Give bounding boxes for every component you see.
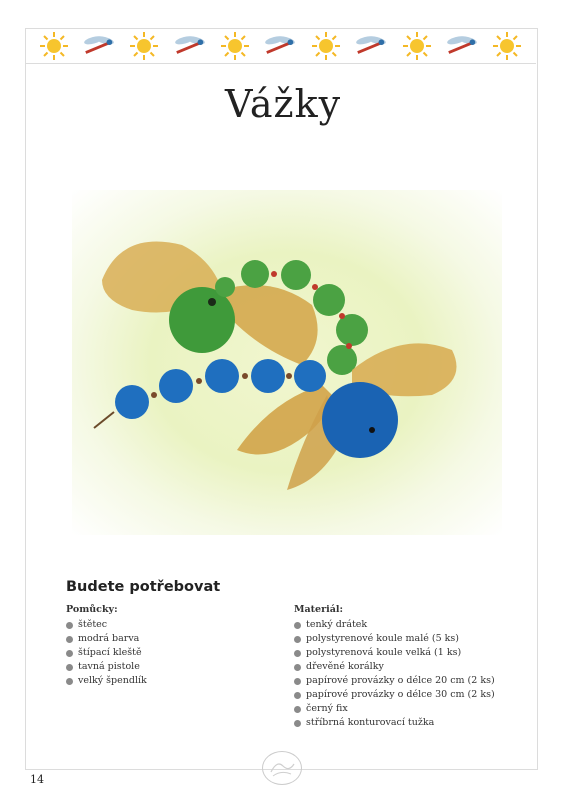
material-label: polystyrenová koule velká (1 ks) — [306, 647, 462, 658]
material-label: polystyrenové koule malé (5 ks) — [306, 633, 460, 644]
tool-label: tavná pistole — [78, 661, 140, 672]
tool-label: štípací kleště — [78, 647, 142, 658]
dragonfly-icon — [263, 31, 297, 61]
tool-label: velký špendlík — [78, 675, 147, 686]
bullet-icon — [66, 678, 73, 685]
bullet-icon — [294, 692, 301, 699]
list-item — [294, 716, 495, 730]
sun-icon — [309, 31, 343, 61]
dragonfly-icon — [445, 31, 479, 61]
material-label: černý fix — [306, 703, 348, 714]
dragonflies-photo — [72, 190, 502, 535]
bullet-icon — [66, 622, 73, 629]
list-item — [294, 646, 495, 660]
dragonfly-icon — [354, 31, 388, 61]
tool-label: štětec — [78, 619, 108, 630]
bullet-icon — [294, 664, 301, 671]
tool-label: modrá barva — [78, 633, 140, 644]
list-item — [294, 660, 495, 674]
list-item — [294, 674, 495, 688]
list-item — [294, 688, 495, 702]
page-title: Vážky — [224, 82, 342, 126]
list-item — [294, 702, 495, 716]
list-item — [66, 660, 147, 674]
sun-icon — [37, 31, 71, 61]
list-item — [66, 632, 147, 646]
publisher-logo-stamp — [262, 751, 302, 785]
bullet-icon — [294, 720, 301, 727]
bullet-icon — [66, 650, 73, 657]
material-label: tenký drátek — [306, 619, 368, 630]
list-item — [66, 646, 147, 660]
list-item — [294, 632, 495, 646]
list-item — [66, 618, 147, 632]
bullet-icon — [66, 664, 73, 671]
sun-icon — [400, 31, 434, 61]
list-item — [66, 674, 147, 688]
dragonfly-icon — [173, 31, 207, 61]
bullet-icon — [294, 622, 301, 629]
material-label: papírové provázky o délce 30 cm (2 ks) — [306, 689, 495, 700]
dragonfly-icon — [82, 31, 116, 61]
bullet-icon — [294, 650, 301, 657]
bullet-icon — [294, 706, 301, 713]
sun-icon — [490, 31, 524, 61]
sun-icon — [218, 31, 252, 61]
material-label: dřevěné korálky — [306, 661, 384, 672]
tools-column — [66, 604, 147, 688]
sun-icon — [127, 31, 161, 61]
page-number: 14 — [30, 773, 44, 786]
materials-column — [294, 604, 495, 730]
green-dragonfly — [102, 242, 368, 375]
material-label: papírové provázky o délce 20 cm (2 ks) — [306, 675, 495, 686]
bullet-icon — [294, 636, 301, 643]
bullet-icon — [66, 636, 73, 643]
material-label: stříbrná konturovací tužka — [306, 717, 435, 728]
bullet-icon — [294, 678, 301, 685]
materials-heading: Materiál: — [294, 604, 343, 615]
blue-dragonfly — [94, 343, 457, 490]
list-item — [294, 618, 495, 632]
tools-heading: Pomůcky: — [66, 604, 118, 615]
decorative-header-band — [25, 28, 536, 64]
section-title: Budete potřebovat — [66, 579, 221, 595]
